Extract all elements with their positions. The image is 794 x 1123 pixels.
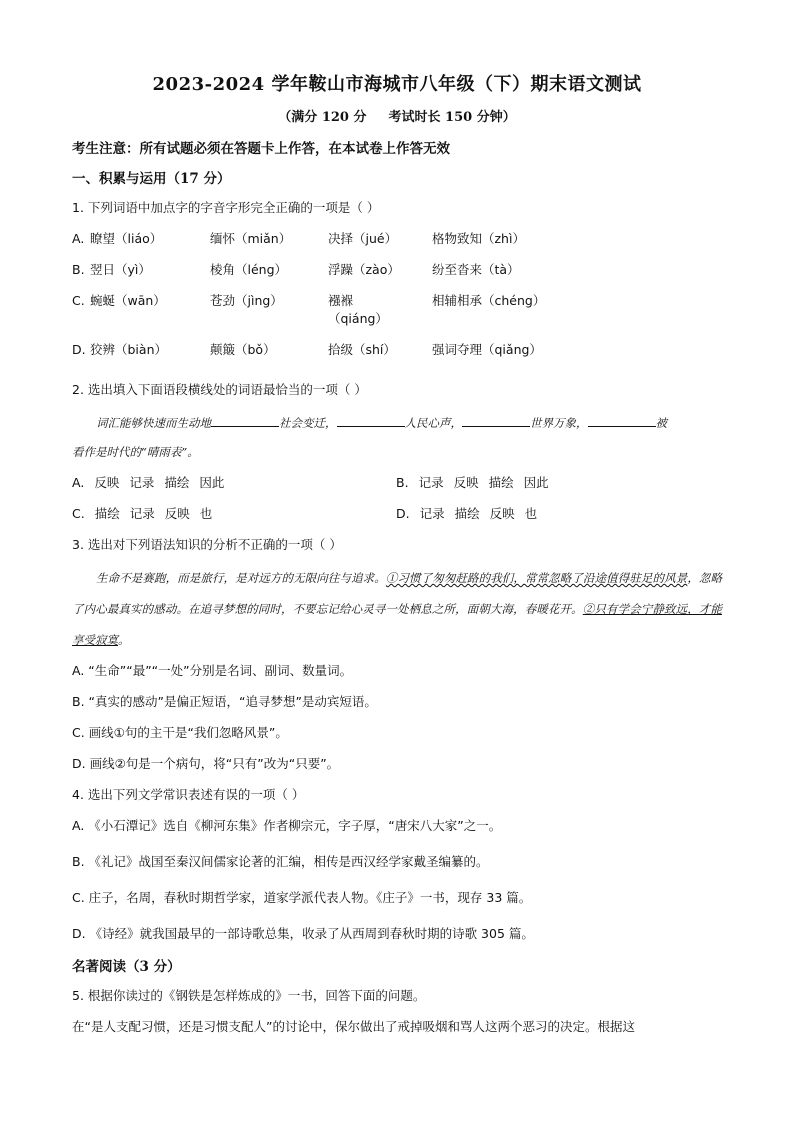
option-word: 格物致知（zhì） [432,231,525,246]
time-info: 考试时长 150 分钟） [388,110,516,125]
passage-text: 世界万象， [530,416,588,430]
fill-blank [462,414,530,427]
option-word: 记录 [419,506,445,521]
option-word: 记录 [418,475,444,490]
option-word: 浮躁（zào） [328,262,400,277]
fill-blank [588,414,656,427]
option-word: 反映 [489,506,515,521]
question-2-option-c [72,505,396,523]
option-word: 狡辨（biàn） [90,342,167,357]
option-word: 描绘 [164,475,190,490]
section-heading-1: 一、积累与运用（17 分） [72,171,231,187]
passage-text: 生命不是赛跑，而是旅行，是对远方的无限向往与追求。 [96,571,386,585]
option-letter: D. [72,342,86,357]
question-4-stem: 4. 选出下列文学常识表述有误的一项（ ） [72,787,305,802]
question-1-option-d [72,341,722,359]
question-5-stem: 5. 根据你读过的《钢铁是怎样炼成的》一书，回答下面的问题。 [72,988,426,1003]
passage-text: 人民心声， [404,416,462,430]
exam-page [72,64,722,1049]
passage-text: ，忽略了内心最真实的感动。在追寻梦想的同时，不要忘记给心灵寻一处栖息之所，面朝大海，春暖花开。 [72,571,723,616]
passage-text: 。 [118,633,130,647]
option-word: 描绘 [488,475,514,490]
option-letter: C. [72,293,85,308]
question-2-passage [72,408,722,439]
underlined-sentence-1: ①习惯了匆匆赶路的我们，常常忽略了沿途值得驻足的风景 [385,571,688,585]
question-2-options [72,474,722,523]
option-word: 记录 [129,506,155,521]
option-letter: D. [396,506,410,521]
option-word: 强词夺理（qiǎng） [432,342,542,357]
option-word: 因此 [199,475,225,490]
question-2-option-a [72,474,396,492]
exam-title: 2023-2024 学年鞍山市海城市八年级（下）期末语文测试 [152,74,642,95]
option-word: 瞭望（liáo） [90,231,163,246]
exam-notice: 考生注意：所有试题必须在答题卡上作答，在本试卷上作答无效 [72,141,450,157]
question-3-stem: 3. 选出对下列语法知识的分析不正确的一项（ ） [72,537,342,552]
question-5-text: 在“是人支配习惯，还是习惯支配人”的讨论中，保尔做出了戒掉吸烟和骂人这两个恶习的决定。根据这 [72,1019,635,1034]
question-1-option-c [72,292,722,328]
option-word: 襁褓（qiáng） [328,293,388,326]
option-letter: A. [72,231,85,246]
option-word: 翌日（yì） [90,262,151,277]
fill-blank [337,414,405,427]
question-4-option-d: D. 《诗经》就我国最早的一部诗歌总集，收录了从西周到春秋时期的诗歌 305 篇。 [72,926,534,941]
option-letter: B. [396,475,409,490]
question-3-passage [72,563,722,656]
question-2-option-d [396,505,722,523]
option-word: 描绘 [94,506,120,521]
passage-text: 社会变迁， [279,416,337,430]
question-3-option-c: C. 画线①句的主干是“我们忽略风景”。 [72,725,288,740]
option-word: 反映 [164,506,190,521]
question-3-option-a: A. “生命”“最”“一处”分别是名词、副词、数量词。 [72,663,353,678]
question-4-option-a: A. 《小石潭记》选自《柳河东集》作者柳宗元，字子厚，“唐宋八大家”之一。 [72,818,502,833]
option-word: 决择（jué） [328,231,398,246]
option-word: 记录 [129,475,155,490]
question-2-option-b [396,474,722,492]
option-word: 拾级（shí） [328,342,396,357]
option-word: 反映 [453,475,479,490]
option-letter: A. [72,475,85,490]
option-word: 缅怀（miǎn） [210,231,292,246]
option-letter: B. [72,262,85,277]
fill-blank [211,414,279,427]
option-word: 反映 [94,475,120,490]
option-word: 也 [199,506,213,521]
option-letter: C. [72,506,85,521]
passage-text: 词汇能够快速而生动地 [96,416,211,430]
question-2-stem: 2. 选出填入下面语段横线处的词语最恰当的一项（ ） [72,382,367,397]
question-4-option-c: C. 庄子，名周，春秋时期哲学家，道家学派代表人物。《庄子》一书，现存 33 篇。 [72,890,532,905]
option-word: 因此 [523,475,549,490]
question-1-option-b [72,261,722,279]
option-word: 苍劲（jìng） [210,293,283,308]
option-word: 也 [524,506,538,521]
passage-text: 被 [655,416,667,430]
option-word: 颠簸（bǒ） [210,342,276,357]
underlined-sentence-2: ②只有学会宁静致远，才能享受寂寞 [72,602,722,647]
option-word: 纷至沓来（tà） [432,262,520,277]
option-word: 描绘 [454,506,480,521]
question-1-option-a [72,230,722,248]
option-word: 棱角（léng） [210,262,288,277]
option-word: 相辅相承（chéng） [432,293,546,308]
question-3-option-d: D. 画线②句是一个病句，将“只有”改为“只要”。 [72,756,340,771]
option-word: 蜿蜒（wān） [90,293,166,308]
question-3-option-b: B. “真实的感动”是偏正短语，“追寻梦想”是动宾短语。 [72,694,377,709]
score-info: （满分 120 分 [278,110,367,125]
question-1-stem: 1. 下列词语中加点字的字音字形完全正确的一项是（ ） [72,200,380,215]
section-heading-2: 名著阅读（3 分） [72,959,181,975]
exam-subtitle [72,106,722,125]
question-4-option-b: B. 《礼记》战国至秦汉间儒家论著的汇编，相传是西汉经学家戴圣编纂的。 [72,854,489,869]
question-2-passage-line2: 看作是时代的“晴雨表”。 [72,445,199,459]
